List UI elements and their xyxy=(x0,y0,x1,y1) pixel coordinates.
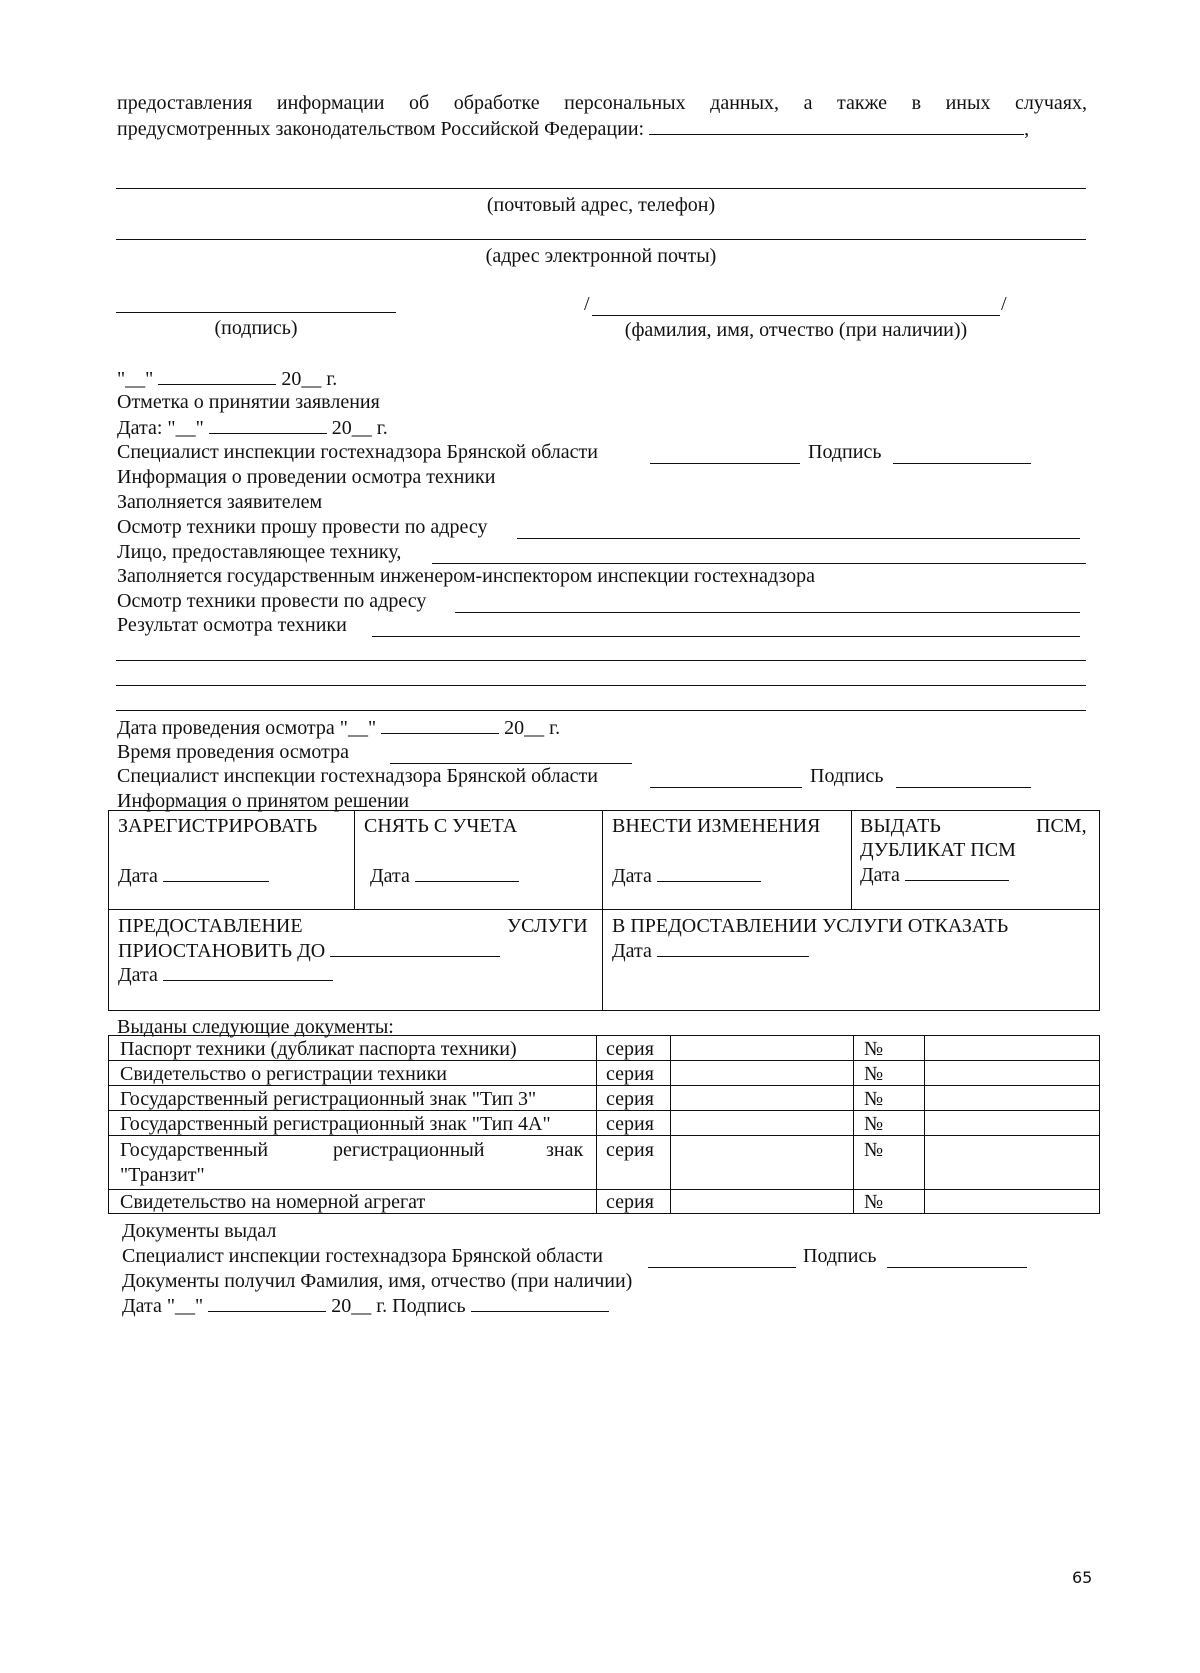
inspection-by-applicant: Заполняется заявителем xyxy=(117,491,323,513)
decision-register-date xyxy=(118,863,269,888)
inspection-year: 20__ г. xyxy=(504,717,561,739)
signature-field[interactable] xyxy=(116,312,396,313)
deregister-date-label: Дата xyxy=(370,865,410,887)
decision-issue-date xyxy=(860,862,1009,887)
doc-row-3-series: серия xyxy=(606,1088,654,1110)
doc-row-2-number: № xyxy=(864,1063,884,1085)
decision-refuse-date xyxy=(612,938,809,963)
received-date-field[interactable] xyxy=(208,1293,326,1312)
postal-field[interactable] xyxy=(116,188,1086,189)
register-date-label: Дата xyxy=(118,865,158,887)
doc-row-5-name-c: знак xyxy=(546,1139,584,1161)
inspection-result-label: Результат осмотра техники xyxy=(117,614,347,636)
deregister-date-field[interactable] xyxy=(415,863,519,882)
decision-register[interactable]: ЗАРЕГИСТРИРОВАТЬ xyxy=(118,815,318,837)
doc-row-6-name: Свидетельство на номерной агрегат xyxy=(120,1191,426,1213)
decision-col-divider-3 xyxy=(851,810,852,910)
issued-sign-label: Подпись xyxy=(803,1245,877,1267)
doc-row-4-series: серия xyxy=(606,1113,654,1135)
doc-row-2-name: Свидетельство о регистрации техники xyxy=(120,1063,447,1085)
refuse-date-label: Дата xyxy=(612,940,652,962)
result-line-3[interactable] xyxy=(116,685,1086,686)
doc-row-5-name-b: регистрационный xyxy=(333,1139,485,1161)
decision-suspend-word1[interactable]: ПРЕДОСТАВЛЕНИЕ xyxy=(118,915,303,937)
page-number: 65 xyxy=(1072,1568,1093,1587)
modify-date-field[interactable] xyxy=(657,863,761,882)
issue-date-label: Дата xyxy=(860,864,900,886)
docs-col-divider-4 xyxy=(924,1035,925,1213)
doc-row-2-series: серия xyxy=(606,1063,654,1085)
acceptance-year: 20__ г. xyxy=(331,417,388,439)
decision-col-divider-2 xyxy=(602,810,603,1010)
acceptance-sign-field[interactable] xyxy=(893,445,1031,464)
doc-row-1-number: № xyxy=(864,1038,884,1060)
doc-row-6-series: серия xyxy=(606,1191,654,1213)
refuse-date-field[interactable] xyxy=(657,938,809,957)
acceptance-date-line xyxy=(117,415,388,440)
intro-line-2-text: предусмотренных законодательством Российской Федерации: xyxy=(117,118,645,140)
acceptance-specialist: Специалист инспекции гостехнадзора Брянской области xyxy=(117,441,598,463)
doc-row-5-name-d: "Транзит" xyxy=(120,1164,205,1186)
result-line-2[interactable] xyxy=(116,660,1086,661)
result-line-4[interactable] xyxy=(116,710,1086,711)
fio-slash-right: / xyxy=(1001,293,1007,315)
inspection-address-label: Осмотр техники провести по адресу xyxy=(117,590,427,612)
inspection-address-field[interactable] xyxy=(455,594,1080,613)
doc-row-1-name: Паспорт техники (дубликат паспорта техники) xyxy=(120,1038,517,1060)
intro-line-2 xyxy=(117,116,1029,141)
date-month-field[interactable] xyxy=(158,366,276,385)
docs-col-divider-1 xyxy=(596,1035,597,1213)
law-cases-field[interactable] xyxy=(649,116,1024,135)
decision-suspend-word2[interactable]: УСЛУГИ xyxy=(507,915,588,937)
register-date-field[interactable] xyxy=(163,863,269,882)
inspection-specialist: Специалист инспекции гостехнадзора Брянской области xyxy=(117,765,598,787)
inspection-title: Информация о проведении осмотра техники xyxy=(117,466,496,488)
intro-comma: , xyxy=(1024,118,1030,140)
decision-modify-date xyxy=(612,863,761,888)
decision-refuse[interactable]: В ПРЕДОСТАВЛЕНИИ УСЛУГИ ОТКАЗАТЬ xyxy=(612,915,1009,937)
fio-caption: (фамилия, имя, отчество (при наличии)) xyxy=(624,319,968,341)
decision-row-divider xyxy=(108,909,1100,910)
date-year: 20__ г. xyxy=(281,368,338,390)
inspection-time-field[interactable] xyxy=(390,745,632,764)
acceptance-date-label: Дата: "__" xyxy=(117,417,204,439)
decision-modify[interactable]: ВНЕСТИ ИЗМЕНЕНИЯ xyxy=(612,815,821,837)
decision-issue-psm[interactable]: ПСМ, xyxy=(1036,815,1087,837)
intro-line-1: предоставления информации об обработке персональных данных, а также в иных случаях, xyxy=(117,92,1087,114)
suspend-date-label: Дата xyxy=(118,964,158,986)
modify-date-label: Дата xyxy=(612,865,652,887)
inspection-time-label: Время проведения осмотра xyxy=(117,741,350,763)
person-field[interactable] xyxy=(432,545,1086,564)
inspection-sign-field[interactable] xyxy=(896,769,1031,788)
doc-row-5-series: серия xyxy=(606,1139,654,1161)
suspend-date-field[interactable] xyxy=(163,962,333,981)
address-request-label: Осмотр техники прошу провести по адресу xyxy=(117,516,488,538)
application-date-line xyxy=(117,366,337,391)
inspection-result-field[interactable] xyxy=(372,618,1080,637)
received-year-sign: 20__ г. Подпись xyxy=(331,1295,466,1317)
signature-caption: (подпись) xyxy=(214,317,298,339)
doc-row-1-series: серия xyxy=(606,1038,654,1060)
inspection-sign-label: Подпись xyxy=(810,765,884,787)
issued-specialist-field[interactable] xyxy=(648,1249,796,1268)
decision-col-divider-1 xyxy=(354,810,355,910)
inspection-date-label: Дата проведения осмотра "__" xyxy=(117,717,377,739)
documents-title: Выданы следующие документы: xyxy=(117,1016,394,1038)
fio-slash-left: / xyxy=(584,293,590,315)
acceptance-date-field[interactable] xyxy=(209,415,327,434)
decision-suspend-line2 xyxy=(118,938,500,963)
inspection-specialist-field[interactable] xyxy=(650,769,802,788)
email-field[interactable] xyxy=(116,239,1086,240)
decision-issue-dup[interactable]: ДУБЛИКАТ ПСМ xyxy=(860,839,1016,861)
acceptance-specialist-field[interactable] xyxy=(650,445,800,464)
doc-row-5-number: № xyxy=(864,1139,884,1161)
person-label: Лицо, предоставляющее технику, xyxy=(117,541,402,563)
doc-row-3-name: Государственный регистрационный знак "Тип 3" xyxy=(120,1088,537,1110)
docs-col-divider-3 xyxy=(853,1035,854,1213)
suspend-until-field[interactable] xyxy=(330,938,500,957)
doc-row-4-name: Государственный регистрационный знак "Тип 4А" xyxy=(120,1113,551,1135)
doc-row-5-name-a: Государственный xyxy=(120,1139,269,1161)
suspend-until-label: ПРИОСТАНОВИТЬ ДО xyxy=(118,940,326,962)
acceptance-title: Отметка о принятии заявления xyxy=(117,391,380,413)
received-date-line xyxy=(122,1293,609,1318)
decision-suspend-date xyxy=(118,962,333,987)
issue-date-field[interactable] xyxy=(905,862,1009,881)
postal-caption: (почтовый адрес, телефон) xyxy=(486,194,716,216)
decision-issue-word[interactable]: ВЫДАТЬ xyxy=(860,815,941,837)
issued-title: Документы выдал xyxy=(122,1220,277,1242)
email-caption: (адрес электронной почты) xyxy=(485,245,717,267)
fio-field[interactable] xyxy=(592,315,1000,316)
received-date-label: Дата "__" xyxy=(122,1295,204,1317)
issued-sign-field[interactable] xyxy=(887,1249,1027,1268)
decision-deregister-date xyxy=(370,863,519,888)
received-line: Документы получил Фамилия, имя, отчество (при наличии) xyxy=(122,1270,633,1292)
docs-col-divider-2 xyxy=(670,1035,671,1213)
doc-row-3-number: № xyxy=(864,1088,884,1110)
inspection-by-inspector: Заполняется государственным инженером-инспектором инспекции гостехнадзора xyxy=(117,565,816,587)
decision-title: Информация о принятом решении xyxy=(117,790,410,812)
address-request-field[interactable] xyxy=(517,520,1080,539)
inspection-date-line xyxy=(117,715,560,740)
doc-row-6-number: № xyxy=(864,1191,884,1213)
issued-specialist: Специалист инспекции гостехнадзора Брянской области xyxy=(122,1245,603,1267)
acceptance-sign-label: Подпись xyxy=(808,441,882,463)
received-sign-field[interactable] xyxy=(471,1293,609,1312)
doc-row-4-number: № xyxy=(864,1113,884,1135)
decision-deregister[interactable]: СНЯТЬ С УЧЕТА xyxy=(364,815,518,837)
inspection-date-field[interactable] xyxy=(381,715,499,734)
date-quote: "__" xyxy=(117,368,154,390)
